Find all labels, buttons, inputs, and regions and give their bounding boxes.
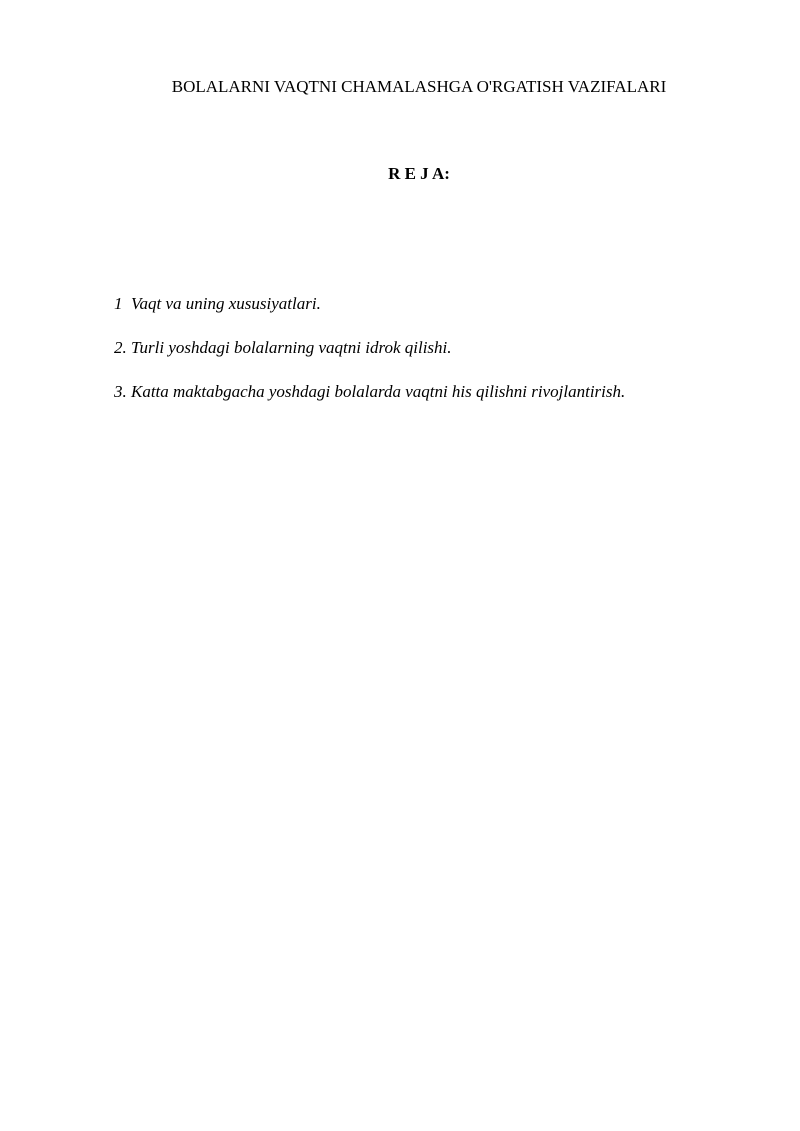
document-title: BOLALARNI VAQTNI CHAMALASHGA O'RGATISH VAZIFALARI <box>171 77 667 96</box>
plan-list <box>114 293 754 425</box>
plan-item-2: 2. Turli yoshdagi bolalarning vaqtni idrok qilishi. <box>114 338 452 357</box>
plan-item-1: 1 Vaqt va uning xususiyatlari. <box>114 294 321 313</box>
plan-heading: R E J A: <box>388 164 450 183</box>
plan-item-3: 3. Katta maktabgacha yoshdagi bolalarda vaqtni his qilishni rivojlantirish. <box>114 382 626 401</box>
